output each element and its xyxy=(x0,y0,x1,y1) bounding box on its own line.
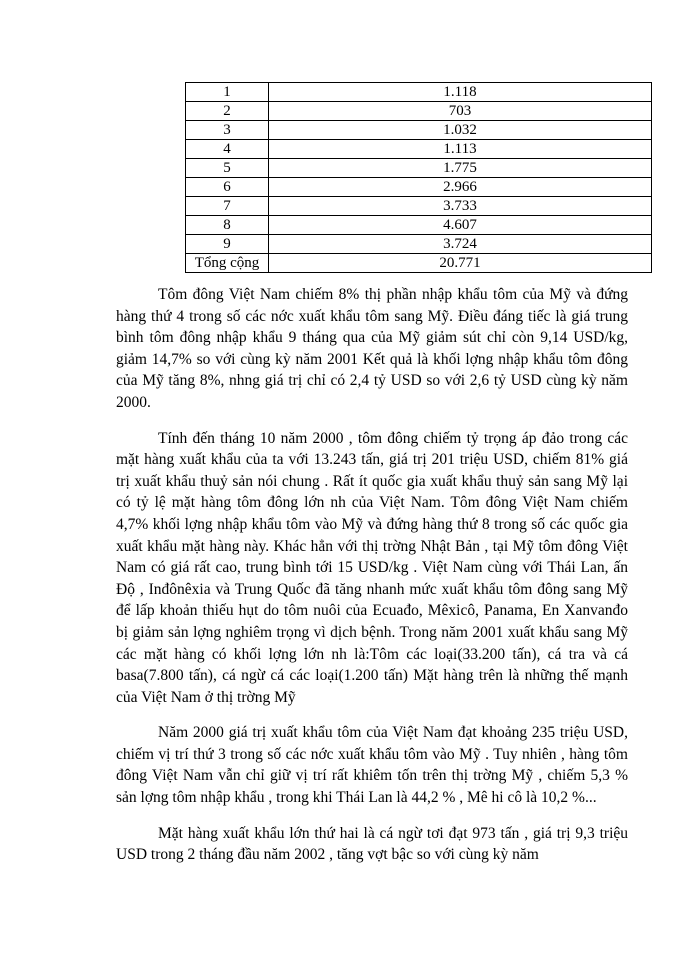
row-value: 2.966 xyxy=(269,178,652,197)
row-value: 1.775 xyxy=(269,159,652,178)
row-label: 6 xyxy=(186,178,269,197)
row-label: 1 xyxy=(186,83,269,102)
table-row xyxy=(186,178,652,197)
row-label: 9 xyxy=(186,235,269,254)
row-label: 8 xyxy=(186,216,269,235)
row-value: 1.032 xyxy=(269,121,652,140)
row-label: 5 xyxy=(186,159,269,178)
paragraph-2: Tính đến tháng 10 năm 2000 , tôm đông chiếm tỷ trọng áp đảo trong các mặt hàng xuất khẩu của ta với 13.243 tấn, giá trị 201 triệu USD, chiếm 81% giá trị xuất khẩu thuỷ sản nói chung . Rất ít quốc gia xuất khẩu thuỷ sản sang Mỹ lại có tỷ lệ mặt hàng tôm đông lớn nh của Việt Nam. Tôm đông Việt Nam chiếm 4,7% khối lợng nhập khẩu tôm vào Mỹ và đứng hàng thứ 8 trong số các quốc gia xuất khẩu mặt hàng này. Khác hẳn với thị trờng Nhật Bản , tại Mỹ tôm đông Việt Nam có giá rất cao, trung bình tới 15 USD/kg . Việt Nam cùng với Thái Lan, ấn Độ , Inđônêxia và Trung Quốc đã tăng nhanh mức xuất khẩu tôm đông sang Mỹ để lấp khoản thiếu hụt do tôm nuôi của Ecuađo, Mêxicô, Panama, En Xanvanđo bị giảm sản lợng nghiêm trọng vì dịch bệnh. Trong năm 2001 xuất khẩu sang Mỹ các mặt hàng có khối lợng lớn nh là:Tôm các loại(33.200 tấn), cá tra và cá basa(7.800 tấn), cá ngừ cá các loại(1.200 tấn) Mặt hàng trên là những thế mạnh của Việt Nam ở thị trờng Mỹ xyxy=(116,429,628,706)
row-value: 20.771 xyxy=(269,254,652,273)
table-row xyxy=(186,235,652,254)
row-value: 3.724 xyxy=(269,235,652,254)
export-table xyxy=(185,82,652,273)
row-value: 703 xyxy=(269,102,652,121)
table-row xyxy=(186,159,652,178)
row-label: 3 xyxy=(186,121,269,140)
table-row xyxy=(186,197,652,216)
table-row xyxy=(186,216,652,235)
row-value: 4.607 xyxy=(269,216,652,235)
row-label: 2 xyxy=(186,102,269,121)
table-row xyxy=(186,121,652,140)
row-value: 1.113 xyxy=(269,140,652,159)
table-row xyxy=(186,254,652,273)
table-row xyxy=(186,140,652,159)
row-value: 3.733 xyxy=(269,197,652,216)
body-text xyxy=(116,284,628,880)
row-label: 7 xyxy=(186,197,269,216)
row-value: 1.118 xyxy=(269,83,652,102)
table-row xyxy=(186,83,652,102)
paragraph-1: Tôm đông Việt Nam chiếm 8% thị phần nhập khẩu tôm của Mỹ và đứng hàng thứ 4 trong số các nớc xuất khẩu tôm sang Mỹ. Điều đáng tiếc là giá trung bình tôm đông nhập khẩu 9 tháng qua của Mỹ giảm sút chỉ còn 9,14 USD/kg, giảm 14,7% so với cùng kỳ năm 2001 Kết quả là khối lợng nhập khẩu tôm đông của Mỹ tăng 8%, nhng giá trị chỉ có 2,4 tỷ USD so với 2,6 tỷ USD cùng kỳ năm 2000. xyxy=(116,286,628,411)
row-label: Tổng cộng xyxy=(186,254,269,273)
row-label: 4 xyxy=(186,140,269,159)
table-row xyxy=(186,102,652,121)
paragraph-3: Năm 2000 giá trị xuất khẩu tôm của Việt Nam đạt khoảng 235 triệu USD, chiếm vị trí thứ 3 trong số các nớc xuất khẩu tôm vào Mỹ . Tuy nhiên , hàng tôm đông Việt Nam vẫn chỉ giữ vị trí rất khiêm tốn trên thị trờng Mỹ , chiếm 5,3 % sản lợng tôm nhập khẩu , trong khi Thái Lan là 44,2 % , Mê hi cô là 10,2 %... xyxy=(116,724,628,807)
paragraph-4: Mặt hàng xuất khẩu lớn thứ hai là cá ngừ tơi đạt 973 tấn , giá trị 9,3 triệu USD trong 2 tháng đầu năm 2002 , tăng vợt bậc so với cùng kỳ năm xyxy=(116,824,628,864)
